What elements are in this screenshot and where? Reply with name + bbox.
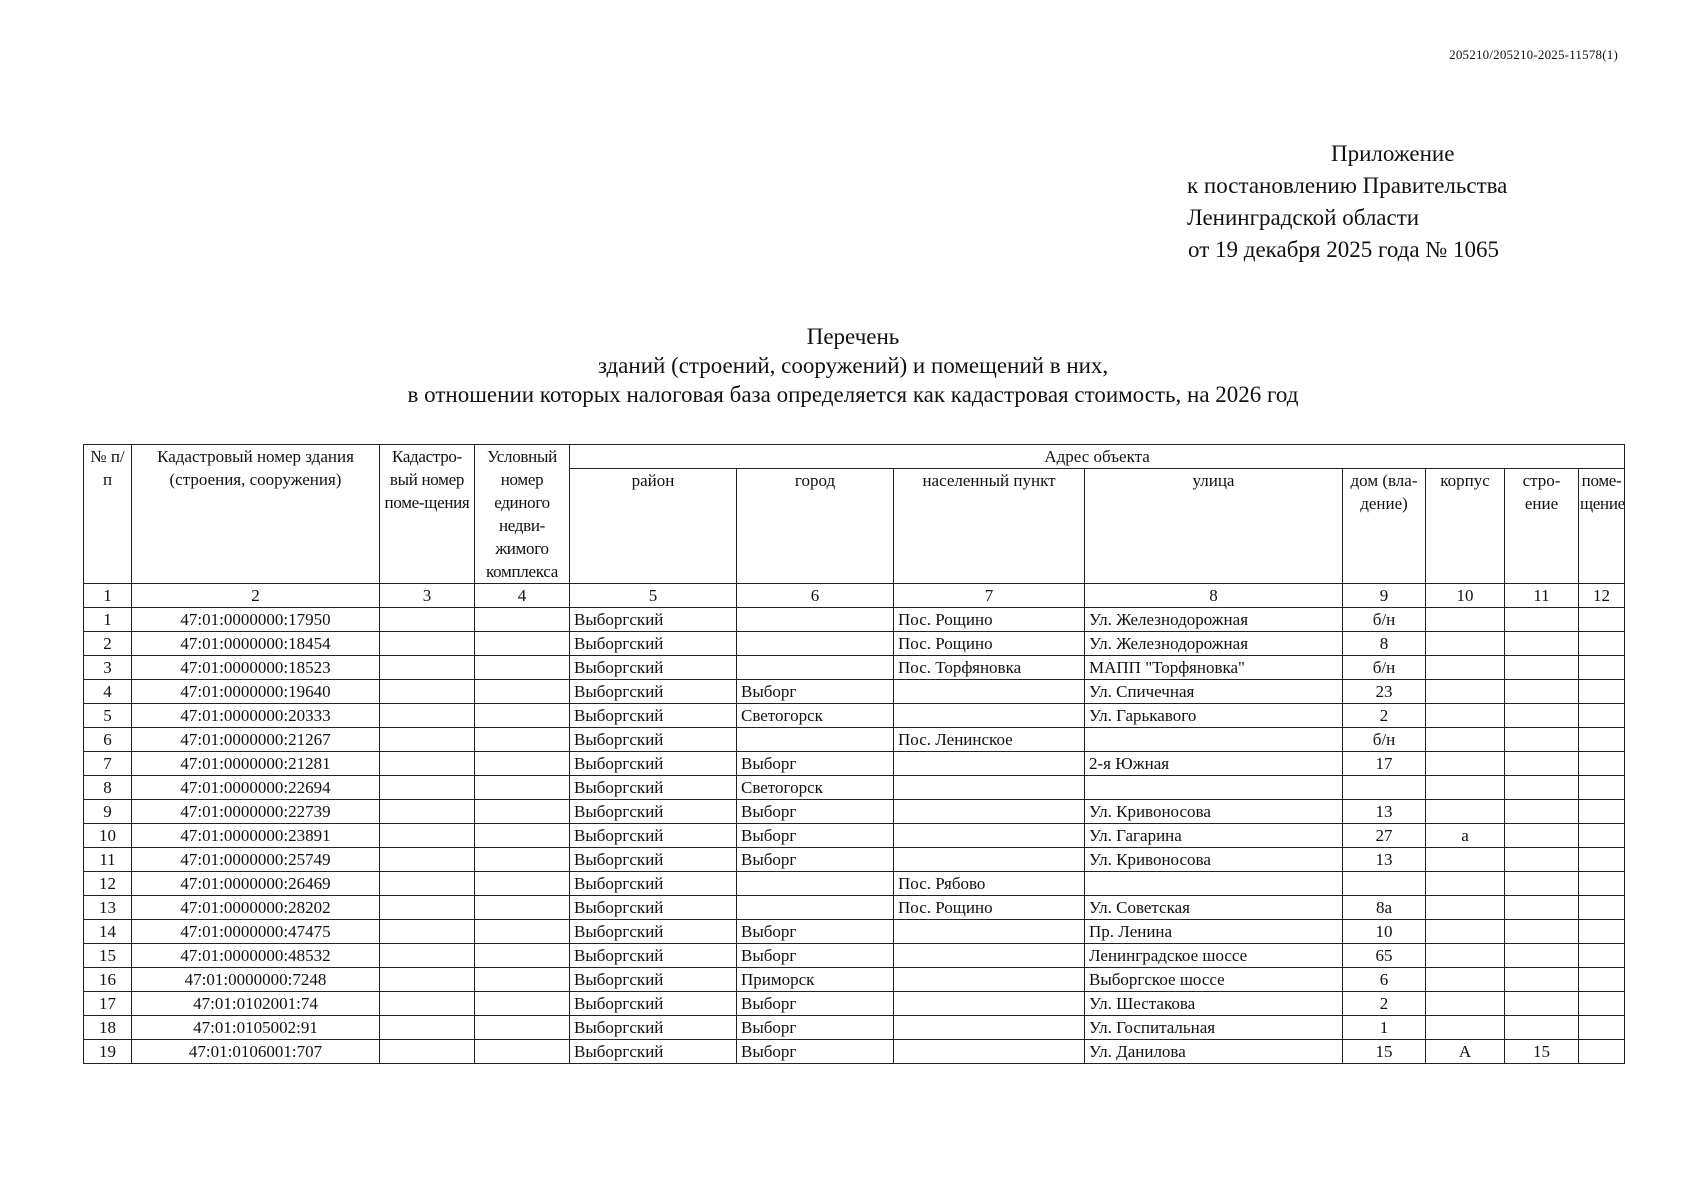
cell-street: Пр. Ленина (1085, 920, 1343, 944)
cell-num: 7 (84, 752, 132, 776)
cell-complex-number (475, 824, 570, 848)
cell-room-number (380, 824, 475, 848)
cell-num: 12 (84, 872, 132, 896)
cell-city: Выборг (737, 920, 894, 944)
cell-complex-number (475, 848, 570, 872)
cell-num: 5 (84, 704, 132, 728)
header-district: район (570, 469, 737, 584)
cell-room-number (380, 968, 475, 992)
cell-cadastral-number: 47:01:0000000:26469 (132, 872, 380, 896)
table-row (84, 608, 1625, 632)
cell-room-number (380, 848, 475, 872)
cell-complex-number (475, 992, 570, 1016)
cell-cadastral-number: 47:01:0000000:22739 (132, 800, 380, 824)
header-address: Адрес объекта (570, 445, 1625, 469)
header-house: дом (вла-дение) (1343, 469, 1426, 584)
cell-room-number (380, 752, 475, 776)
header-settlement: населенный пункт (894, 469, 1085, 584)
cell-city (737, 632, 894, 656)
cell-room-number (380, 872, 475, 896)
cell-room-number (380, 776, 475, 800)
cell-district: Выборгский (570, 944, 737, 968)
column-number: 12 (1579, 584, 1625, 608)
column-number: 1 (84, 584, 132, 608)
cell-pomeshchenie (1579, 1040, 1625, 1064)
cell-room-number (380, 632, 475, 656)
cell-room-number (380, 896, 475, 920)
cell-district: Выборгский (570, 632, 737, 656)
column-number: 6 (737, 584, 894, 608)
cell-room-number (380, 704, 475, 728)
cell-complex-number (475, 680, 570, 704)
cell-stroenie (1505, 872, 1579, 896)
cell-street: Ул. Госпитальная (1085, 1016, 1343, 1040)
column-number: 2 (132, 584, 380, 608)
cell-cadastral-number: 47:01:0000000:22694 (132, 776, 380, 800)
cell-korpus (1426, 776, 1505, 800)
cell-house: 1 (1343, 1016, 1426, 1040)
header-street: улица (1085, 469, 1343, 584)
cell-cadastral-number: 47:01:0106001:707 (132, 1040, 380, 1064)
header-stroenie: стро-ение (1505, 469, 1579, 584)
cell-street: Ул. Советская (1085, 896, 1343, 920)
cell-room-number (380, 992, 475, 1016)
cell-num: 4 (84, 680, 132, 704)
cell-cadastral-number: 47:01:0000000:48532 (132, 944, 380, 968)
cell-stroenie (1505, 704, 1579, 728)
table-row (84, 632, 1625, 656)
cell-pomeshchenie (1579, 800, 1625, 824)
cell-complex-number (475, 1040, 570, 1064)
appendix-line-2: к постановлению Правительства (1187, 173, 1508, 198)
cell-cadastral-number: 47:01:0000000:18523 (132, 656, 380, 680)
document-id: 205210/205210-2025-11578(1) (1449, 47, 1618, 62)
cell-korpus (1426, 704, 1505, 728)
cell-district: Выборгский (570, 776, 737, 800)
cell-korpus (1426, 968, 1505, 992)
cell-settlement (894, 776, 1085, 800)
cell-cadastral-number: 47:01:0000000:19640 (132, 680, 380, 704)
cell-korpus (1426, 992, 1505, 1016)
table-row (84, 944, 1625, 968)
objects-table (83, 444, 1625, 1064)
header-num: № п/п (84, 445, 132, 584)
cell-city: Выборг (737, 1016, 894, 1040)
cell-stroenie (1505, 824, 1579, 848)
table-row (84, 824, 1625, 848)
heading-line-3: в отношении которых налоговая база определяется как кадастровая стоимость, на 2026 год (407, 382, 1299, 407)
cell-pomeshchenie (1579, 776, 1625, 800)
cell-house: б/н (1343, 608, 1426, 632)
cell-korpus (1426, 752, 1505, 776)
header-pomeshchenie: поме-щение (1579, 469, 1625, 584)
cell-house: 6 (1343, 968, 1426, 992)
column-number: 3 (380, 584, 475, 608)
appendix-line-3: Ленинградской области (1187, 205, 1420, 230)
cell-korpus (1426, 1016, 1505, 1040)
cell-settlement (894, 824, 1085, 848)
cell-cadastral-number: 47:01:0000000:21267 (132, 728, 380, 752)
table-row (84, 752, 1625, 776)
cell-settlement: Пос. Рощино (894, 608, 1085, 632)
cell-settlement: Пос. Торфяновка (894, 656, 1085, 680)
column-number: 4 (475, 584, 570, 608)
cell-settlement (894, 800, 1085, 824)
cell-stroenie (1505, 896, 1579, 920)
header-complex-number: Условный номер единого недви-жимого комплекса (475, 445, 570, 584)
cell-settlement (894, 752, 1085, 776)
table-row (84, 872, 1625, 896)
cell-stroenie (1505, 752, 1579, 776)
cell-cadastral-number: 47:01:0000000:23891 (132, 824, 380, 848)
cell-cadastral-number: 47:01:0105002:91 (132, 1016, 380, 1040)
cell-pomeshchenie (1579, 992, 1625, 1016)
cell-district: Выборгский (570, 656, 737, 680)
table-body (84, 608, 1625, 1064)
cell-stroenie (1505, 632, 1579, 656)
cell-street: Ул. Гарькавого (1085, 704, 1343, 728)
cell-num: 8 (84, 776, 132, 800)
cell-num: 13 (84, 896, 132, 920)
column-number: 5 (570, 584, 737, 608)
table-row (84, 704, 1625, 728)
cell-complex-number (475, 920, 570, 944)
heading-line-1: Перечень (806, 324, 900, 349)
cell-settlement (894, 680, 1085, 704)
cell-district: Выборгский (570, 680, 737, 704)
cell-pomeshchenie (1579, 968, 1625, 992)
cell-complex-number (475, 800, 570, 824)
appendix-block (1187, 138, 1507, 266)
table-row (84, 656, 1625, 680)
column-number-row (84, 584, 1625, 608)
cell-stroenie (1505, 680, 1579, 704)
cell-street: Ул. Гагарина (1085, 824, 1343, 848)
cell-house: 27 (1343, 824, 1426, 848)
heading-line-2: зданий (строений, сооружений) и помещений в них, (597, 353, 1109, 378)
cell-korpus (1426, 920, 1505, 944)
cell-city (737, 872, 894, 896)
cell-street: Выборгское шоссе (1085, 968, 1343, 992)
cell-complex-number (475, 1016, 570, 1040)
cell-pomeshchenie (1579, 944, 1625, 968)
cell-settlement (894, 1016, 1085, 1040)
cell-korpus (1426, 872, 1505, 896)
cell-street: Ул. Кривоносова (1085, 848, 1343, 872)
cell-street: МАПП "Торфяновка" (1085, 656, 1343, 680)
table-row (84, 680, 1625, 704)
cell-num: 19 (84, 1040, 132, 1064)
cell-district: Выборгский (570, 992, 737, 1016)
cell-city: Выборг (737, 992, 894, 1016)
cell-city: Светогорск (737, 704, 894, 728)
cell-district: Выборгский (570, 1016, 737, 1040)
cell-cadastral-number: 47:01:0000000:21281 (132, 752, 380, 776)
cell-city: Приморск (737, 968, 894, 992)
cell-cadastral-number: 47:01:0000000:47475 (132, 920, 380, 944)
cell-city: Выборг (737, 800, 894, 824)
cell-street: Ул. Данилова (1085, 1040, 1343, 1064)
cell-stroenie (1505, 968, 1579, 992)
cell-house: 13 (1343, 848, 1426, 872)
cell-house (1343, 776, 1426, 800)
cell-korpus (1426, 680, 1505, 704)
cell-city: Светогорск (737, 776, 894, 800)
cell-room-number (380, 608, 475, 632)
cell-korpus (1426, 632, 1505, 656)
cell-pomeshchenie (1579, 896, 1625, 920)
cell-settlement: Пос. Рябово (894, 872, 1085, 896)
cell-district: Выборгский (570, 800, 737, 824)
table-row (84, 800, 1625, 824)
cell-stroenie (1505, 776, 1579, 800)
cell-street (1085, 872, 1343, 896)
cell-pomeshchenie (1579, 728, 1625, 752)
table-row (84, 1040, 1625, 1064)
cell-city: Выборг (737, 752, 894, 776)
cell-pomeshchenie (1579, 752, 1625, 776)
column-number: 10 (1426, 584, 1505, 608)
cell-room-number (380, 1040, 475, 1064)
cell-district: Выборгский (570, 1040, 737, 1064)
cell-complex-number (475, 704, 570, 728)
cell-num: 6 (84, 728, 132, 752)
cell-num: 15 (84, 944, 132, 968)
cell-pomeshchenie (1579, 680, 1625, 704)
cell-district: Выборгский (570, 968, 737, 992)
document-heading (336, 322, 1370, 409)
cell-stroenie (1505, 992, 1579, 1016)
cell-district: Выборгский (570, 704, 737, 728)
cell-num: 9 (84, 800, 132, 824)
cell-num: 10 (84, 824, 132, 848)
header-room-cadastral: Кадастро-вый номер поме-щения (380, 445, 475, 584)
cell-city: Выборг (737, 1040, 894, 1064)
appendix-line-4: от 19 декабря 2025 года № 1065 (1188, 237, 1500, 262)
cell-city: Выборг (737, 944, 894, 968)
appendix-title: Приложение (1331, 141, 1455, 166)
cell-complex-number (475, 776, 570, 800)
cell-stroenie (1505, 1016, 1579, 1040)
cell-city (737, 656, 894, 680)
cell-complex-number (475, 872, 570, 896)
cell-pomeshchenie (1579, 848, 1625, 872)
cell-cadastral-number: 47:01:0000000:28202 (132, 896, 380, 920)
cell-house: 8 (1343, 632, 1426, 656)
cell-city: Выборг (737, 848, 894, 872)
cell-house: 15 (1343, 1040, 1426, 1064)
cell-cadastral-number: 47:01:0000000:7248 (132, 968, 380, 992)
cell-korpus (1426, 728, 1505, 752)
cell-korpus (1426, 944, 1505, 968)
cell-house: 2 (1343, 992, 1426, 1016)
cell-house: 17 (1343, 752, 1426, 776)
cell-korpus: а (1426, 824, 1505, 848)
cell-cadastral-number: 47:01:0000000:25749 (132, 848, 380, 872)
cell-pomeshchenie (1579, 824, 1625, 848)
cell-room-number (380, 800, 475, 824)
table-row (84, 776, 1625, 800)
cell-pomeshchenie (1579, 872, 1625, 896)
cell-settlement (894, 920, 1085, 944)
cell-num: 2 (84, 632, 132, 656)
cell-room-number (380, 680, 475, 704)
cell-stroenie (1505, 728, 1579, 752)
cell-room-number (380, 920, 475, 944)
cell-district: Выборгский (570, 608, 737, 632)
column-number: 11 (1505, 584, 1579, 608)
table-row (84, 848, 1625, 872)
cell-district: Выборгский (570, 824, 737, 848)
cell-complex-number (475, 656, 570, 680)
cell-settlement (894, 944, 1085, 968)
cell-complex-number (475, 944, 570, 968)
cell-settlement (894, 968, 1085, 992)
cell-street: Ул. Кривоносова (1085, 800, 1343, 824)
cell-pomeshchenie (1579, 656, 1625, 680)
column-number: 9 (1343, 584, 1426, 608)
cell-house: 8а (1343, 896, 1426, 920)
cell-district: Выборгский (570, 848, 737, 872)
cell-korpus (1426, 608, 1505, 632)
table-row (84, 920, 1625, 944)
cell-street: Ул. Шестакова (1085, 992, 1343, 1016)
cell-cadastral-number: 47:01:0000000:17950 (132, 608, 380, 632)
cell-room-number (380, 1016, 475, 1040)
cell-street: Ул. Спичечная (1085, 680, 1343, 704)
cell-num: 11 (84, 848, 132, 872)
cell-room-number (380, 728, 475, 752)
cell-complex-number (475, 632, 570, 656)
cell-complex-number (475, 608, 570, 632)
cell-stroenie (1505, 920, 1579, 944)
header-korpus: корпус (1426, 469, 1505, 584)
cell-stroenie (1505, 848, 1579, 872)
cell-stroenie (1505, 944, 1579, 968)
cell-num: 14 (84, 920, 132, 944)
cell-pomeshchenie (1579, 632, 1625, 656)
cell-cadastral-number: 47:01:0102001:74 (132, 992, 380, 1016)
cell-stroenie (1505, 800, 1579, 824)
header-building-cadastral: Кадастровый номер здания (строения, сооружения) (132, 445, 380, 584)
cell-house (1343, 872, 1426, 896)
cell-house: 2 (1343, 704, 1426, 728)
cell-house: 13 (1343, 800, 1426, 824)
table-row (84, 1016, 1625, 1040)
cell-korpus (1426, 848, 1505, 872)
cell-house: б/н (1343, 656, 1426, 680)
table-row (84, 896, 1625, 920)
cell-street: Ленинградское шоссе (1085, 944, 1343, 968)
table-row (84, 728, 1625, 752)
table-row (84, 968, 1625, 992)
header-city: город (737, 469, 894, 584)
cell-street: Ул. Железнодорожная (1085, 632, 1343, 656)
cell-pomeshchenie (1579, 1016, 1625, 1040)
cell-settlement: Пос. Рощино (894, 632, 1085, 656)
cell-pomeshchenie (1579, 608, 1625, 632)
cell-street: Ул. Железнодорожная (1085, 608, 1343, 632)
cell-settlement: Пос. Рощино (894, 896, 1085, 920)
cell-street (1085, 776, 1343, 800)
cell-complex-number (475, 968, 570, 992)
cell-pomeshchenie (1579, 704, 1625, 728)
cell-cadastral-number: 47:01:0000000:20333 (132, 704, 380, 728)
cell-stroenie: 15 (1505, 1040, 1579, 1064)
cell-settlement (894, 1040, 1085, 1064)
cell-complex-number (475, 896, 570, 920)
cell-house: 10 (1343, 920, 1426, 944)
table-row (84, 992, 1625, 1016)
cell-num: 18 (84, 1016, 132, 1040)
cell-district: Выборгский (570, 920, 737, 944)
cell-settlement (894, 848, 1085, 872)
cell-korpus (1426, 656, 1505, 680)
cell-settlement (894, 704, 1085, 728)
cell-num: 17 (84, 992, 132, 1016)
cell-district: Выборгский (570, 752, 737, 776)
cell-district: Выборгский (570, 872, 737, 896)
cell-num: 16 (84, 968, 132, 992)
cell-complex-number (475, 728, 570, 752)
cell-city (737, 728, 894, 752)
cell-city (737, 608, 894, 632)
column-number: 7 (894, 584, 1085, 608)
cell-house: б/н (1343, 728, 1426, 752)
cell-city: Выборг (737, 680, 894, 704)
column-number: 8 (1085, 584, 1343, 608)
cell-settlement: Пос. Ленинское (894, 728, 1085, 752)
cell-street (1085, 728, 1343, 752)
cell-street: 2-я Южная (1085, 752, 1343, 776)
cell-complex-number (475, 752, 570, 776)
cell-korpus (1426, 896, 1505, 920)
cell-district: Выборгский (570, 728, 737, 752)
cell-settlement (894, 992, 1085, 1016)
cell-district: Выборгский (570, 896, 737, 920)
cell-korpus (1426, 800, 1505, 824)
cell-pomeshchenie (1579, 920, 1625, 944)
cell-city (737, 896, 894, 920)
cell-korpus: А (1426, 1040, 1505, 1064)
cell-num: 1 (84, 608, 132, 632)
cell-house: 65 (1343, 944, 1426, 968)
cell-cadastral-number: 47:01:0000000:18454 (132, 632, 380, 656)
cell-num: 3 (84, 656, 132, 680)
cell-room-number (380, 944, 475, 968)
cell-city: Выборг (737, 824, 894, 848)
cell-stroenie (1505, 656, 1579, 680)
cell-house: 23 (1343, 680, 1426, 704)
cell-room-number (380, 656, 475, 680)
cell-stroenie (1505, 608, 1579, 632)
